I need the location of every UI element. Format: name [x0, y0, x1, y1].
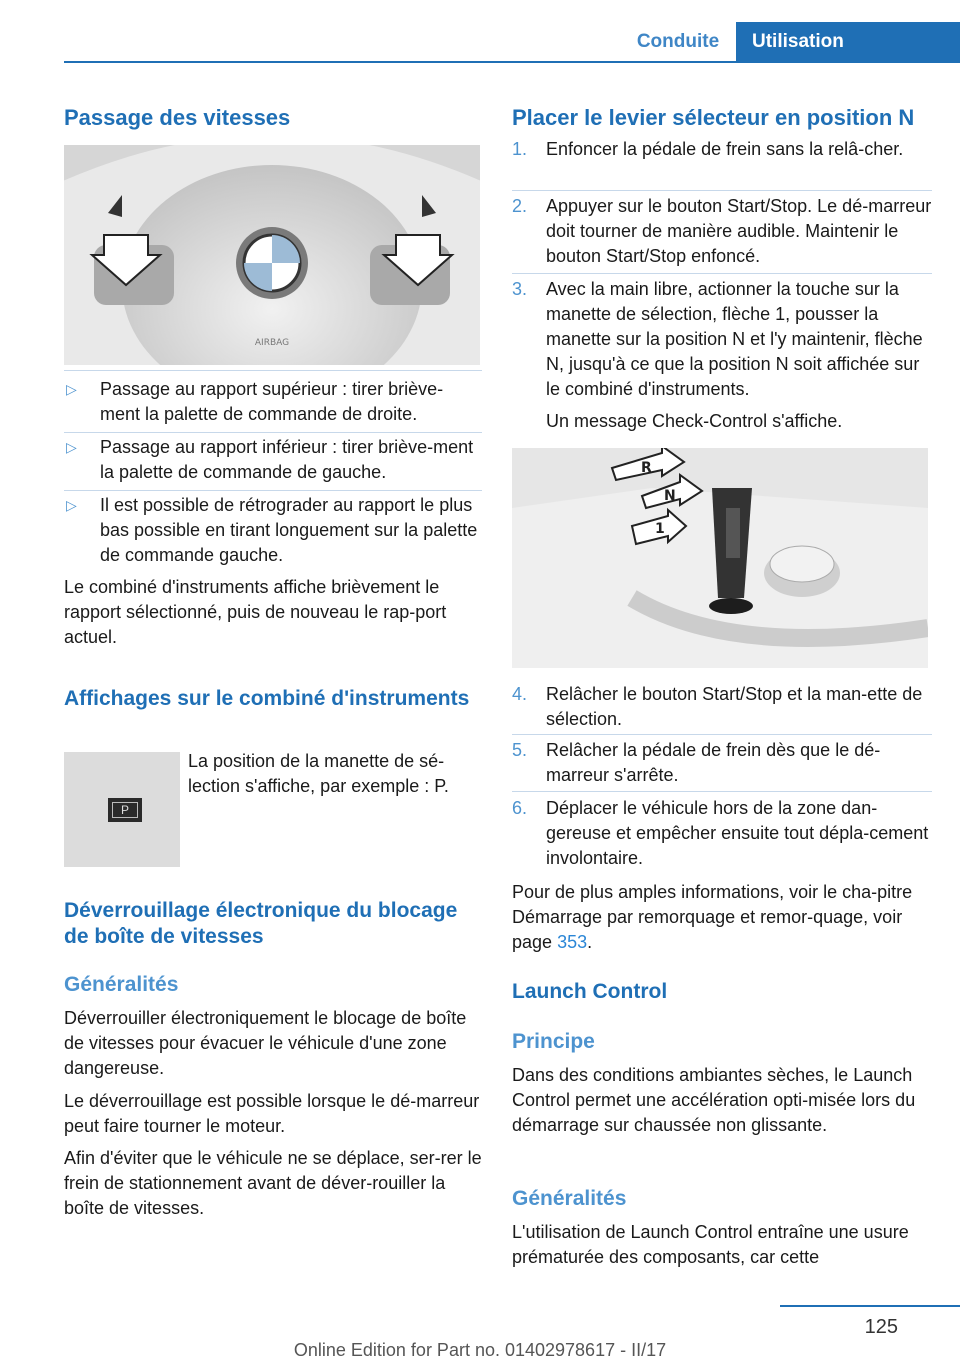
subsection-title-principe: Principe [512, 1030, 595, 1053]
svg-text:AIRBAG: AIRBAG [254, 338, 290, 348]
figure-label-n: N [664, 488, 676, 504]
list-item: ▷ Passage au rapport supérieur : tirer briève-ment la palette de commande de droite. [66, 379, 444, 424]
paragraph: L'utilisation de Launch Control entraîne une usure prématurée des composants, car cette [512, 1222, 909, 1267]
paragraph-more-info: Pour de plus amples informations, voir le cha-pitre Démarrage par remorquage et remor-quage, voir page 353. [512, 882, 913, 952]
list-item: ▷ Passage au rapport inférieur : tirer briève-ment la palette de commande de gauche. [66, 437, 474, 482]
paragraph: Déverrouiller électroniquement le blocage de boîte de vitesses pour évacuer le véhicule d'une zone dangereuse. [64, 1008, 467, 1078]
tab-conduite[interactable]: Conduite [636, 31, 720, 52]
list-item: 1. Enfoncer la pédale de frein sans la relâ-cher. [512, 139, 904, 159]
section-title-deverrouillage: Déverrouillage électronique du blocage de boîte de vitesses [64, 899, 458, 948]
tab-utilisation[interactable]: Utilisation [736, 22, 960, 62]
figure-label-r: R [641, 460, 652, 476]
list-item: ▷ Il est possible de rétrograder au rapport le plus bas possible en tirant longuement sur la palette de commande gauche. [66, 495, 478, 565]
gear-indicator-image [64, 752, 180, 867]
list-item: 5. Relâcher la pédale de frein dès que le dé-marreur s'arrête. [512, 740, 881, 785]
gear-indicator-box [108, 798, 142, 822]
header-divider [64, 61, 960, 63]
page-link-353[interactable]: 353 [557, 932, 588, 952]
steering-wheel-illustration [64, 145, 480, 365]
paragraph: Dans des conditions ambiantes sèches, le Launch Control permet une accélération opti-misée lors du démarrage sur chaussée non glissante. [512, 1065, 916, 1135]
list-item: 4. Relâcher le bouton Start/Stop et la man-ette de sélection. [512, 684, 923, 729]
paragraph: La position de la manette de sé-lection s'affiche, par exemple : P. [188, 751, 449, 796]
section-title-position-n: Placer le levier sélecteur en position N [512, 105, 915, 130]
list-item: 6. Déplacer le véhicule hors de la zone dan-gereuse et empêcher ensuite tout dépla-cement involontaire. [512, 798, 929, 868]
triangle-bullet-icon: ▷ [66, 381, 77, 397]
triangle-bullet-icon: ▷ [66, 439, 77, 455]
list-item: 3. Avec la main libre, actionner la touche sur la manette de sélection, flèche 1, pousser la manette sur la position N et l'y maintenir, flèche N, jusqu'à ce que la position N soit affichée sur le combiné d'instruments. [512, 279, 923, 399]
figure-label-1: 1 [655, 521, 665, 537]
page-header [0, 0, 960, 62]
edition-footer: Online Edition for Part no. 01402978617 - II/17 [293, 1340, 667, 1360]
steering-wheel-image [64, 145, 480, 365]
step-note: Un message Check-Control s'affiche. [546, 411, 843, 431]
footer-divider [780, 1305, 960, 1307]
section-title-launch-control: Launch Control [512, 980, 668, 1003]
section-title-passage-vitesses: Passage des vitesses [64, 105, 291, 130]
subsection-title-generalites: Généralités [64, 973, 179, 996]
page-number: 125 [864, 1316, 898, 1338]
paragraph: Le déverrouillage est possible lorsque le dé-marreur peut faire tourner le moteur. [64, 1091, 480, 1136]
paragraph: Afin d'éviter que le véhicule ne se déplace, ser-rer le frein de stationnement avant de déver-rouiller la boîte de vitesses. [64, 1148, 482, 1218]
list-item: 2. Appuyer sur le bouton Start/Stop. Le dé-marreur doit tourner de manière audible. Maintenir le bouton Start/Stop enfoncé. [512, 196, 932, 266]
gear-selector-image [512, 448, 928, 668]
section-title-affichages: Affichages sur le combiné d'instruments [64, 687, 470, 710]
paragraph: Le combiné d'instruments affiche brièvement le rapport sélectionné, puis de nouveau le rap-port actuel. [64, 577, 447, 647]
triangle-bullet-icon: ▷ [66, 497, 77, 513]
subsection-title-generalites-2: Généralités [512, 1187, 627, 1210]
gear-letter: P [112, 802, 138, 818]
gear-selector-illustration [512, 448, 928, 668]
